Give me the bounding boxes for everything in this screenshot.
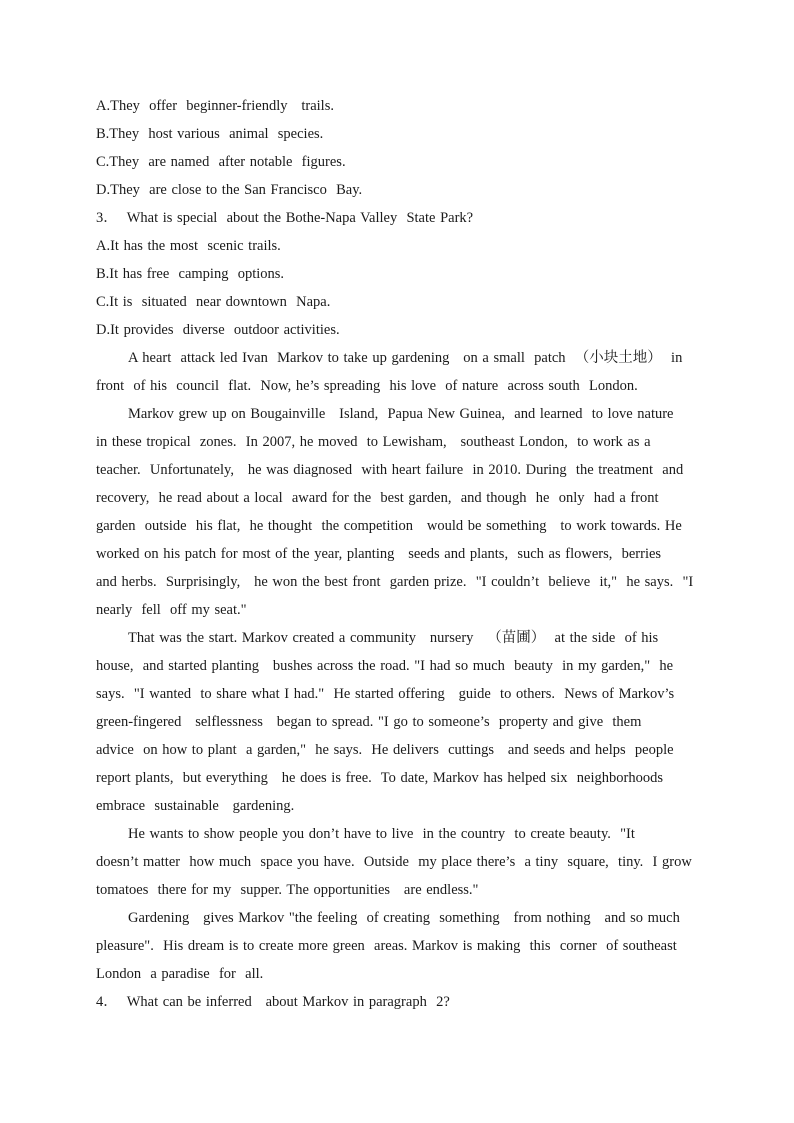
paragraph-line: garden outside his flat, he thought the competition would be something to work towards. He	[96, 518, 682, 534]
q3-option-d: D.It provides diverse outdoor activities.	[96, 322, 340, 338]
paragraph-line: A heart attack led Ivan Markov to take up gardening on a small patch （小块土地） in	[128, 350, 683, 366]
paragraph-line: house, and started planting bushes across the road. "I had so much beauty in my garden," he	[96, 658, 674, 674]
q2-option-c: C.They are named after notable figures.	[96, 154, 346, 170]
q4-stem: 4． What can be inferred about Markov in paragraph 2?	[96, 994, 450, 1010]
passage-paragraph-3	[96, 624, 696, 820]
paragraph-line: pleasure". His dream is to create more green areas. Markov is making this corner of southeast	[96, 938, 677, 954]
paragraph-line: tomatoes there for my supper. The opportunities are endless."	[96, 882, 479, 898]
paragraph-line: Gardening gives Markov "the feeling of creating something from nothing and so much	[128, 910, 680, 926]
passage-paragraph-2	[96, 400, 696, 624]
paragraph-line: and herbs. Surprisingly, he won the best front garden prize. "I couldn’t believe it," he says. "I	[96, 574, 694, 590]
paragraph-line: front of his council flat. Now, he’s spreading his love of nature across south London.	[96, 378, 638, 394]
paragraph-line: doesn’t matter how much space you have. Outside my place there’s a tiny square, tiny. I grow	[96, 854, 692, 870]
paragraph-line: says. "I wanted to share what I had." He started offering guide to others. News of Markov’s	[96, 686, 675, 702]
q2-option-a: A.They offer beginner-friendly trails.	[96, 98, 334, 114]
q3-stem: 3． What is special about the Bothe-Napa Valley State Park?	[96, 210, 474, 226]
paragraph-line: in these tropical zones. In 2007, he moved to Lewisham, southeast London, to work as a	[96, 434, 651, 450]
paragraph-line: He wants to show people you don’t have to live in the country to create beauty. "It	[128, 826, 635, 842]
paragraph-line: advice on how to plant a garden," he says. He delivers cuttings and seeds and helps people	[96, 742, 674, 758]
paragraph-line: That was the start. Markov created a community nursery （苗圃） at the side of his	[128, 630, 659, 646]
paragraph-line: embrace sustainable gardening.	[96, 798, 295, 814]
paragraph-line: green-fingered selflessness began to spread. "I go to someone’s property and give them	[96, 714, 642, 730]
paragraph-line: London a paradise for all.	[96, 966, 264, 982]
q3-option-a: A.It has the most scenic trails.	[96, 238, 281, 254]
paragraph-line: Markov grew up on Bougainville Island, Papua New Guinea, and learned to love nature	[128, 406, 674, 422]
passage-paragraph-4	[96, 820, 696, 904]
document-page	[96, 92, 696, 1016]
q3-option-c: C.It is situated near downtown Napa.	[96, 294, 331, 310]
paragraph-line: worked on his patch for most of the year, planting seeds and plants, such as flowers, berries	[96, 546, 662, 562]
paragraph-line: recovery, he read about a local award for the best garden, and though he only had a front	[96, 490, 659, 506]
passage-paragraph-5	[96, 904, 696, 988]
q3-option-b: B.It has free camping options.	[96, 266, 285, 282]
passage-paragraph-1	[96, 344, 696, 400]
paragraph-line: report plants, but everything he does is free. To date, Markov has helped six neighborhoods	[96, 770, 663, 786]
paragraph-line: teacher. Unfortunately, he was diagnosed with heart failure in 2010. During the treatment and	[96, 462, 684, 478]
paragraph-line: nearly fell off my seat."	[96, 602, 247, 618]
q2-option-d: D.They are close to the San Francisco Bay.	[96, 182, 363, 198]
q2-option-b: B.They host various animal species.	[96, 126, 324, 142]
